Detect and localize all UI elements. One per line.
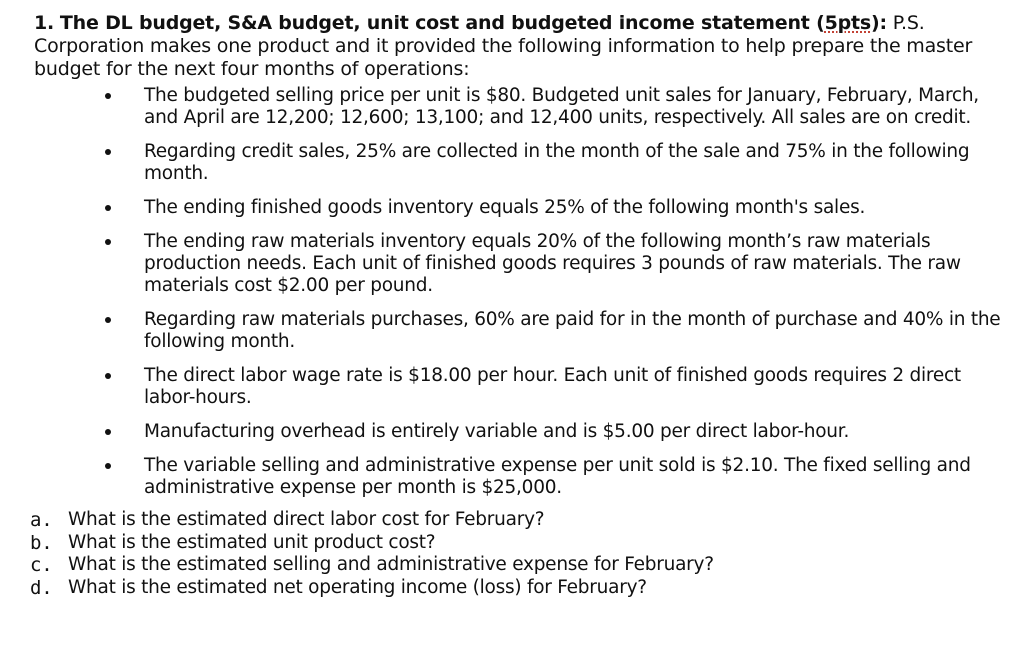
question-number: 1. [34,12,55,34]
bullet-item [34,365,1009,409]
bullet-item [34,197,1009,219]
bullet-text: The variable selling and administrative expense per unit sold is $2.10. The fixed selling and administrative expense per month is $25,000. [144,455,971,498]
bullet-dot-icon [105,239,111,245]
problem-intro [34,12,1009,81]
question-heading-close: ): [871,12,887,34]
bullet-dot-icon [105,317,111,323]
bullet-dot-icon [105,463,111,469]
sub-question-text: What is the estimated direct labor cost for February? [68,509,545,530]
bullet-item [34,85,1009,129]
bullet-dot-icon [105,205,111,211]
sub-question-text: What is the estimated net operating income (loss) for February? [68,576,647,598]
points-label: 5pts [824,12,871,34]
bullet-text: The direct labor wage rate is $18.00 per hour. Each unit of finished goods requires 2 direct labor-hours. [144,365,961,408]
bullet-dot-icon [105,429,111,435]
bullet-item [34,455,1009,499]
question-intro-text: P.S. Corporation makes one product and it provided the following information to help prepare the master budget for the next four months of operations: [34,12,973,80]
bullet-dot-icon [105,373,111,379]
sub-question-letter: c. [30,554,53,576]
sub-question-text: What is the estimated unit product cost? [68,531,436,553]
bullet-text: Manufacturing overhead is entirely variable and is $5.00 per direct labor-hour. [144,421,850,442]
question-heading: The DL budget, S&A budget, unit cost and budgeted income statement ( [59,12,825,34]
given-information-list [34,85,1009,499]
sub-question-letter: d. [30,576,53,599]
bullet-text: Regarding raw materials purchases, 60% are paid for in the month of purchase and 40% in the following month. [144,309,1001,352]
bullet-text: The ending finished goods inventory equals 25% of the following month's sales. [144,197,866,218]
sub-question [30,509,1009,532]
bullet-dot-icon [105,93,111,99]
bullet-item [34,141,1009,185]
bullet-dot-icon [105,149,111,155]
sub-question [30,532,1009,555]
sub-question-letter: a. [30,509,53,531]
bullet-item [34,309,1009,353]
sub-question [30,554,1009,577]
problem-document [30,12,1009,599]
sub-question-letter: b. [30,531,53,554]
sub-question [30,577,1009,600]
bullet-text: The ending raw materials inventory equals 20% of the following month’s raw materials production needs. Each unit of finished goods requires 3 pounds of raw materials. The raw materials cost $2.00 per pound. [144,231,961,296]
bullet-text: The budgeted selling price per unit is $80. Budgeted unit sales for January, February, March, and April are 12,200; 12,600; 13,100; and 12,400 units, respectively. All sales are on credit. [144,85,979,128]
bullet-text: Regarding credit sales, 25% are collected in the month of the sale and 75% in the following month. [144,141,970,184]
bullet-item [34,421,1009,443]
sub-question-text: What is the estimated selling and administrative expense for February? [68,554,714,575]
bullet-item [34,231,1009,297]
sub-questions-list [30,509,1009,599]
